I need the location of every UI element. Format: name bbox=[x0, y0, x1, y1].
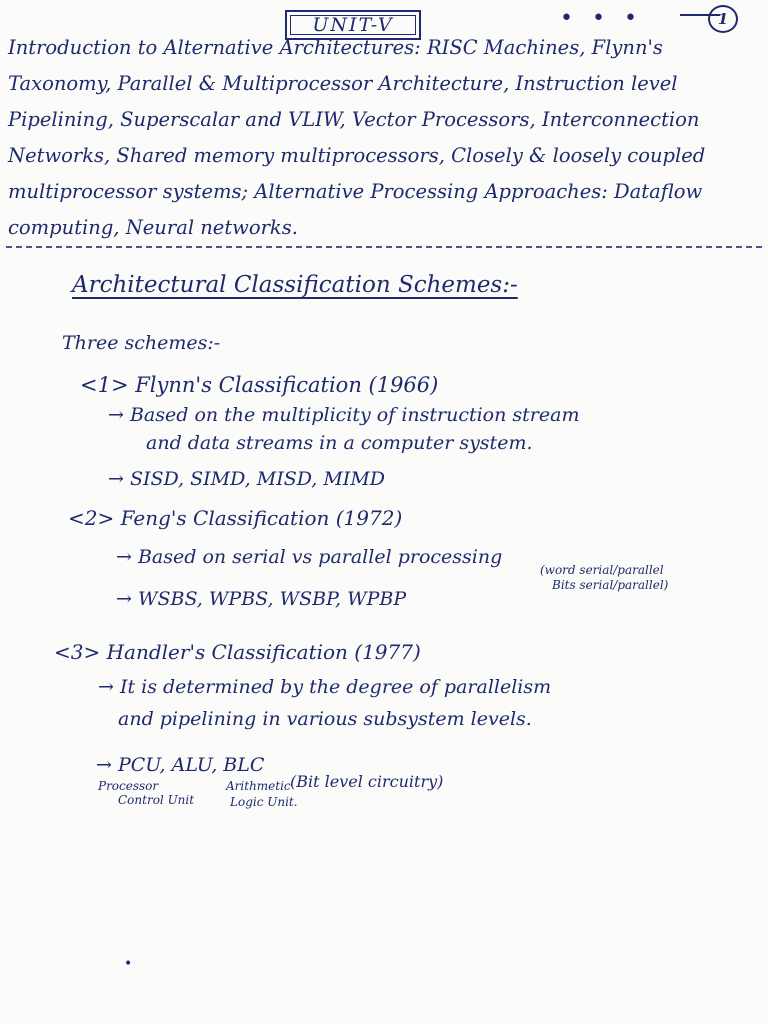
scheme-2-point-1: → Based on serial vs parallel processing bbox=[116, 546, 503, 568]
scheme-3-point-3: → PCU, ALU, BLC bbox=[96, 754, 265, 776]
ink-dots: • • • bbox=[560, 6, 643, 31]
scheme-1-title: <1> Flynn's Classification (1966) bbox=[80, 373, 439, 397]
alu-note-line-2: Logic Unit. bbox=[230, 795, 298, 809]
alu-note-line-1: Arithmetic bbox=[226, 779, 291, 793]
section-divider bbox=[6, 246, 762, 248]
scheme-2-title: <2> Feng's Classification (1972) bbox=[68, 506, 403, 530]
pcu-note-line-1: Processor bbox=[98, 779, 159, 793]
three-schemes-label: Three schemes:- bbox=[62, 332, 221, 354]
scheme-3-title: <3> Handler's Classification (1977) bbox=[54, 640, 421, 664]
intro-paragraph: Introduction to Alternative Architectures: RISC Machines, Flynn's Taxonomy, Parallel & Multiprocessor Architecture, Instruction level Pipelining, Superscalar and VLIW, Vector Processors, Interconnection Networks, Shared memory multiprocessors, Closely & loosely coupled multiprocessor systems; Alternative Processing Approaches: Dataflow computing, Neural networks. bbox=[8, 36, 706, 239]
scheme-3-point-2: and pipelining in various subsystem levels. bbox=[118, 708, 532, 730]
scheme-2-point-2: → WSBS, WPBS, WSBP, WPBP bbox=[116, 588, 407, 610]
ink-dot-bottom: • bbox=[124, 956, 133, 972]
scheme-3-point-1: → It is determined by the degree of parallelism bbox=[98, 676, 552, 698]
unit-header: UNIT-V bbox=[285, 10, 421, 40]
scheme-2-note-line-1: (word serial/parallel bbox=[540, 563, 664, 577]
blc-note: (Bit level circuitry) bbox=[290, 772, 444, 791]
scheme-1-point-3: → SISD, SIMD, MISD, MIMD bbox=[108, 468, 386, 490]
scheme-1-point-1: → Based on the multiplicity of instruction stream bbox=[108, 404, 580, 426]
pcu-note-line-2: Control Unit bbox=[118, 793, 195, 807]
section-heading: Architectural Classification Schemes:- bbox=[72, 272, 518, 298]
page-number: 1 bbox=[708, 5, 738, 33]
scheme-2-note-line-2: Bits serial/parallel) bbox=[552, 578, 669, 592]
scheme-1-point-2: and data streams in a computer system. bbox=[146, 432, 533, 454]
